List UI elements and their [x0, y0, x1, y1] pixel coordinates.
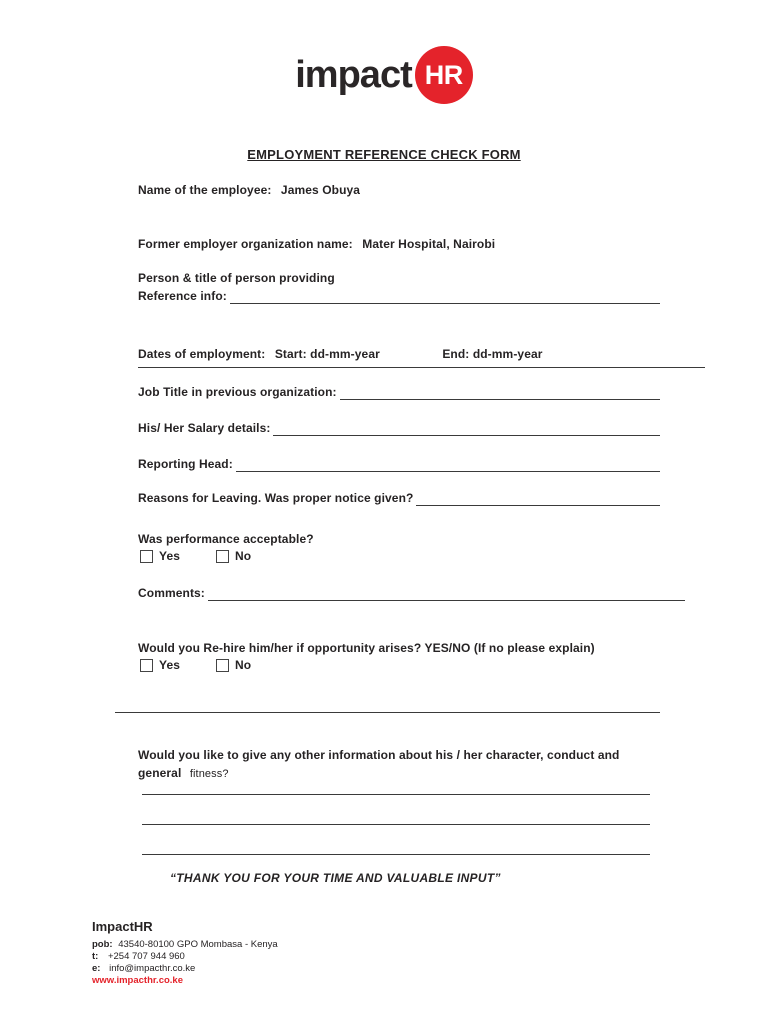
other-info-line2 — [138, 764, 229, 782]
performance-yes-checkbox[interactable] — [140, 550, 153, 563]
reasons-blank-line — [416, 492, 660, 506]
rehire-no-label: No — [235, 658, 252, 672]
job-title-row — [138, 385, 660, 400]
impacthr-logo — [0, 46, 768, 104]
comments-blank-line — [208, 587, 685, 601]
footer-phone-label: t: — [92, 951, 99, 962]
reference-person-label: Reference info: — [138, 289, 227, 303]
reference-person-row — [138, 289, 660, 304]
other-info-line2-light: fitness? — [189, 768, 229, 780]
footer-email-label: e: — [92, 963, 101, 974]
reporting-head-label: Reporting Head: — [138, 457, 233, 471]
employee-name-row — [138, 181, 360, 199]
rehire-question: Would you Re-hire him/her if opportunity arises? YES/NO (If no please explain) — [138, 641, 595, 655]
job-title-label: Job Title in previous organization: — [138, 385, 337, 399]
logo-hr-badge: HR — [415, 46, 473, 104]
section-divider — [115, 712, 660, 713]
rehire-yes-checkbox[interactable] — [140, 659, 153, 672]
reasons-row — [138, 491, 660, 506]
employment-end-value: End: dd-mm-year — [442, 347, 543, 361]
reporting-head-row — [138, 457, 660, 472]
rehire-options — [140, 658, 251, 673]
reference-info-blank-line — [230, 290, 660, 304]
employment-start-value: Start: dd-mm-year — [274, 347, 380, 361]
employee-name-value: James Obuya — [280, 183, 361, 197]
employee-name-label: Name of the employee: — [138, 183, 272, 197]
performance-question: Was performance acceptable? — [138, 532, 314, 546]
footer-website-link[interactable]: www.impacthr.co.ke — [92, 975, 183, 986]
footer-phone-row — [92, 951, 185, 963]
rehire-no-checkbox[interactable] — [216, 659, 229, 672]
other-info-line2-strong: general — [138, 766, 182, 780]
logo-impact-text: impact — [295, 53, 412, 96]
performance-options — [140, 549, 251, 564]
footer-pob-value: 43540-80100 GPO Mombasa - Kenya — [118, 939, 278, 950]
comments-row — [138, 586, 685, 601]
rehire-yes-label: Yes — [159, 658, 180, 672]
title-row — [0, 146, 768, 164]
former-employer-row — [138, 235, 495, 253]
write-line-2 — [142, 824, 650, 825]
salary-label: His/ Her Salary details: — [138, 421, 271, 435]
footer-email-row — [92, 963, 195, 975]
salary-blank-line — [273, 422, 660, 436]
salary-row — [138, 421, 660, 436]
write-line-1 — [142, 794, 650, 795]
job-title-blank-line — [340, 386, 660, 400]
footer-email-value: info@impacthr.co.ke — [109, 963, 196, 974]
employment-dates-row — [138, 345, 705, 368]
comments-label: Comments: — [138, 586, 205, 600]
footer-pob-row — [92, 939, 278, 951]
reporting-head-blank-line — [236, 458, 660, 472]
performance-no-checkbox[interactable] — [216, 550, 229, 563]
page-title: EMPLOYMENT REFERENCE CHECK FORM — [247, 147, 521, 162]
other-info-line1: Would you like to give any other information about his / her character, conduct and — [138, 748, 620, 762]
footer-phone-value: +254 707 944 960 — [107, 951, 185, 962]
reference-person-line1: Person & title of person providing — [138, 271, 335, 285]
former-employer-label: Former employer organization name: — [138, 237, 353, 251]
reasons-label: Reasons for Leaving. Was proper notice given? — [138, 491, 414, 505]
write-line-3 — [142, 854, 650, 855]
former-employer-value: Mater Hospital, Nairobi — [362, 237, 496, 251]
footer-pob-label: pob: — [92, 939, 113, 950]
performance-no-label: No — [235, 549, 252, 563]
performance-yes-label: Yes — [159, 549, 180, 563]
footer-company-name: ImpactHR — [92, 919, 153, 934]
closing-quote: “THANK YOU FOR YOUR TIME AND VALUABLE INPUT” — [170, 871, 501, 885]
employment-dates-label: Dates of employment: — [138, 347, 266, 361]
